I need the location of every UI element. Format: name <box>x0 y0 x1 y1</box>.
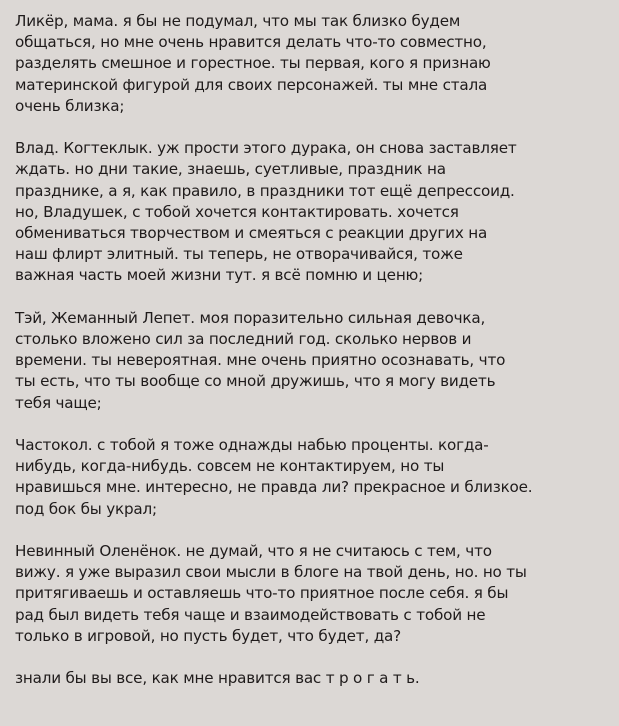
text-line: Невинный Оленёнок. не думай, что я не считаюсь с тем, что <box>15 542 492 561</box>
paragraph <box>15 138 532 286</box>
text-line: важная часть моей жизни тут. я всё помню и ценю; <box>15 266 424 285</box>
text-line: времени. ты невероятная. мне очень приятно осознавать, что <box>15 351 506 370</box>
text-line: знали бы вы все, как мне нравится вас т р о г а т ь. <box>15 669 420 688</box>
text-line: разделять смешное и горестное. ты первая, кого я признаю <box>15 54 491 73</box>
paragraph <box>15 11 532 117</box>
text-line: ты есть, что ты вообще со мной дружишь, что я могу видеть <box>15 372 496 391</box>
text-line: нибудь, когда-нибудь. совсем не контактируем, но ты <box>15 457 445 476</box>
text-line: Влад. Когтеклык. уж прости этого дурака, он снова заставляет <box>15 139 517 158</box>
text-line: столько вложено сил за последний год. сколько нервов и <box>15 330 472 349</box>
paragraph <box>15 435 532 520</box>
text-line: нравишься мне. интересно, не правда ли? прекрасное и близкое. <box>15 478 533 497</box>
text-line: наш флирт элитный. ты теперь, не отворачивайся, тоже <box>15 245 463 264</box>
text-line: Частокол. с тобой я тоже однажды набью проценты. когда- <box>15 436 489 455</box>
text-line: общаться, но мне очень нравится делать что-то совместно, <box>15 33 487 52</box>
text-line: обмениваться творчеством и смеяться с реакции других на <box>15 224 488 243</box>
text-line: ждать. но дни такие, знаешь, суетливые, праздник на <box>15 160 446 179</box>
text-line: но, Владушек, с тобой хочется контактировать. хочется <box>15 202 459 221</box>
text-line: под бок бы украл; <box>15 499 157 518</box>
text-line: празднике, а я, как правило, в праздники тот ещё депрессоид. <box>15 181 515 200</box>
text-line: очень близка; <box>15 96 125 115</box>
text-line: притягиваешь и оставляешь что-то приятное после себя. я бы <box>15 584 509 603</box>
text-line: вижу. я уже выразил свои мысли в блоге на твой день, но. но ты <box>15 563 527 582</box>
paragraph <box>15 668 532 689</box>
text-line: Ликёр, мама. я бы не подумал, что мы так близко будем <box>15 12 461 30</box>
text-line: тебя чаще; <box>15 393 102 412</box>
text-line: материнской фигурой для своих персонажей. ты мне стала <box>15 75 488 94</box>
text-line: только в игровой, но пусть будет, что будет, да? <box>15 626 401 645</box>
paragraph <box>15 541 532 647</box>
document-body <box>15 11 532 711</box>
text-line: рад был видеть тебя чаще и взаимодействовать с тобой не <box>15 605 486 624</box>
text-line: Тэй, Жеманный Лепет. моя поразительно сильная девочка, <box>15 308 486 327</box>
paragraph <box>15 308 532 414</box>
